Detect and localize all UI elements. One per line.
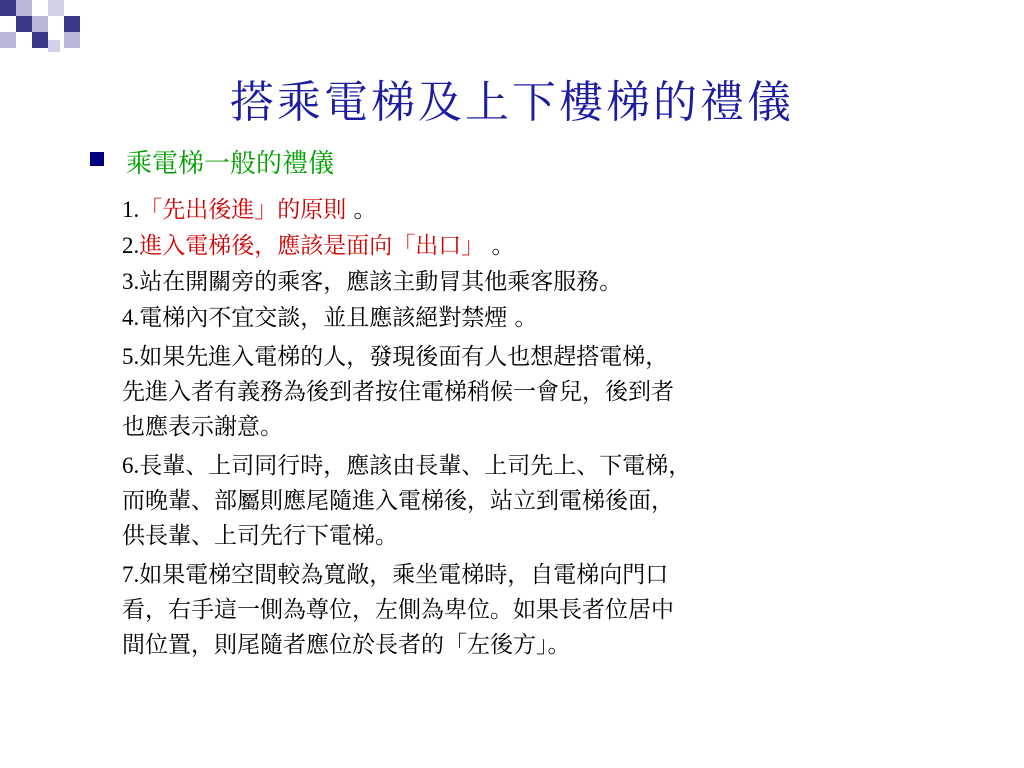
item-text: 間位置，則尾隨者應位於長者的「左後方」。	[122, 632, 571, 658]
highlighted-text: 「先出後進」的原則	[139, 197, 347, 223]
item-text: 看，右手這一側為尊位，左側為卑位。如果長者位居中	[122, 597, 674, 623]
list-item	[118, 339, 978, 445]
item-number: 7.	[122, 562, 140, 587]
corner-decoration	[0, 0, 1024, 60]
item-text: 。	[346, 197, 377, 223]
item-text: 如果先進入電梯的人，發現後面有人也想趕搭電梯，	[139, 344, 669, 370]
item-text: 站在開關旁的乘客，應該主動冐其他乘客服務。	[139, 269, 623, 295]
list-item	[118, 264, 978, 300]
list-item	[118, 557, 978, 663]
item-text: 供長輩、上司先行下電梯。	[122, 523, 398, 549]
list-item	[118, 448, 978, 554]
item-number: 3.	[122, 269, 140, 294]
slide-title: 搭乘電梯及上下樓梯的禮儀	[230, 77, 794, 128]
list-item	[118, 228, 978, 264]
item-text: 而晚輩、部屬則應尾隨進入電梯後，站立到電梯後面，	[122, 488, 674, 514]
list-item	[118, 192, 978, 228]
item-number: 1.	[122, 197, 140, 222]
item-number: 2.	[122, 233, 140, 258]
item-text: 也應表示謝意。	[122, 414, 283, 440]
square-bullet-icon	[90, 152, 104, 166]
section-heading: 乘電梯一般的禮儀	[126, 149, 335, 179]
item-number: 6.	[122, 453, 140, 478]
item-number: 5.	[122, 344, 140, 369]
item-text: 。	[484, 233, 515, 259]
item-text: 長輩、上司同行時，應該由長輩、上司先上、下電梯，	[139, 453, 692, 479]
item-text: 如果電梯空間較為寬敞，乘坐電梯時，自電梯向門口	[139, 562, 669, 588]
highlighted-text: 進入電梯後，應該是面向「出口」	[139, 233, 485, 259]
item-number: 4.	[122, 305, 140, 330]
item-text: 先進入者有義務為後到者按住電梯稍候一會兒，後到者	[122, 379, 674, 405]
list-item	[118, 300, 978, 336]
rules-list	[118, 192, 978, 663]
item-text: 電梯內不宜交談，並且應該絕對禁煙 。	[139, 305, 538, 331]
